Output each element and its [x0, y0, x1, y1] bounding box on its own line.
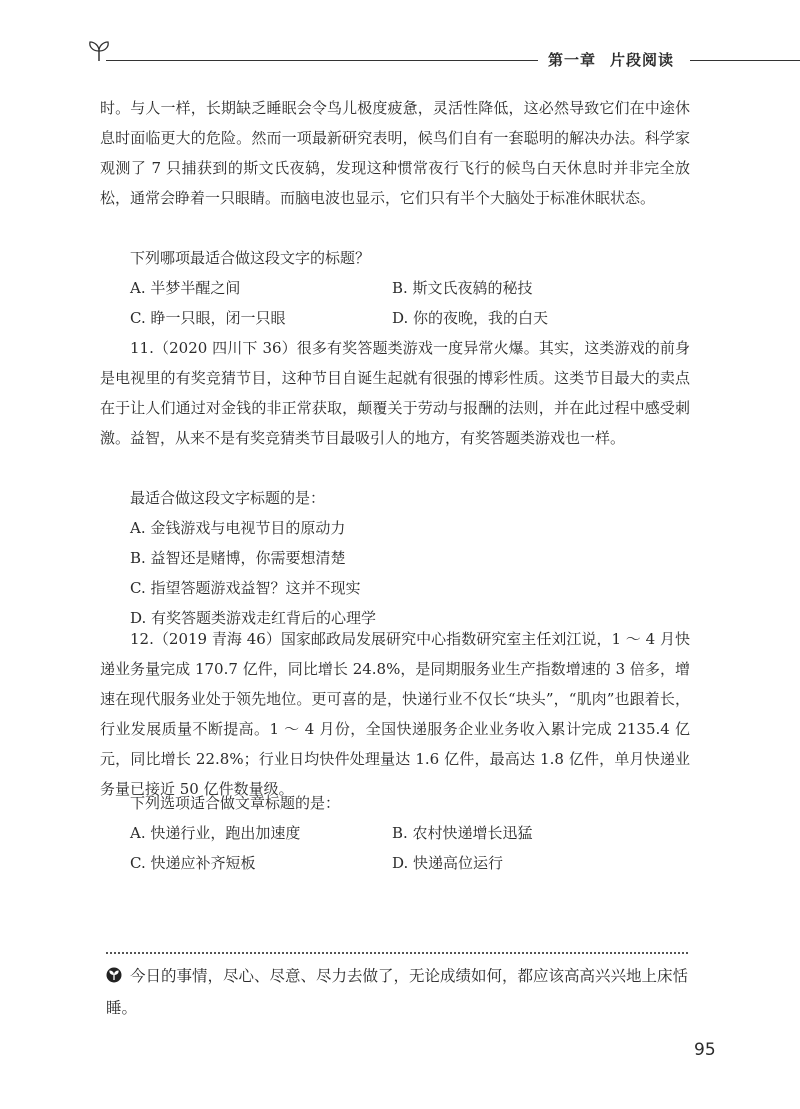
chapter-title: [548, 49, 674, 70]
q12-option-d: D. 快递高位运行: [392, 854, 504, 872]
q12-option-b: B. 农村快递增长迅猛: [392, 824, 533, 842]
q10-option-c: C. 睁一只眼，闭一只眼: [130, 309, 286, 327]
sprout-icon: [88, 40, 110, 62]
page-header: [0, 40, 800, 80]
daily-tip: [106, 960, 692, 1024]
passage-continuation: 时。与人一样，长期缺乏睡眠会令鸟儿极度疲惫，灵活性降低，这必然导致它们在中途休息时面临更大的危险。然而一项最新研究表明，候鸟们自有一套聪明的解决办法。科学家观测了 7 只捕获到的斯文氏夜鸫，发现这种惯常夜行飞行的候鸟白天休息时并非完全放松，通常会睁着一只眼睛。而脑电波也显示，它们只有半个大脑处于标准休眠状态。: [100, 99, 690, 207]
q12-option-a: A. 快递行业，跑出加速度: [130, 824, 301, 842]
page-number: 95: [694, 1040, 716, 1060]
q10-option-d: D. 你的夜晚，我的白天: [392, 309, 549, 327]
section-title: 片段阅读: [610, 51, 675, 69]
q11-option-c: C. 指望答题游戏益智？这并不现实: [130, 579, 361, 597]
q10-prompt: 下列哪项最适合做这段文字的标题？: [130, 249, 371, 267]
header-rule-right: [690, 60, 800, 61]
q11-passage: 11.（2020 四川下 36）很多有奖答题类游戏一度异常火爆。其实，这类游戏的前身是电视里的有奖竞猜节目，这种节目自诞生起就有很强的博彩性质。这类节目最大的卖点在于让人们通过对金钱的非正常获取，颠覆关于劳动与报酬的法则，并在此过程中感受刺激。益智，从来不是有奖竞猜类节目最吸引人的地方，有奖答题类游戏也一样。: [100, 339, 690, 447]
q11-prompt: 最适合做这段文字标题的是：: [130, 489, 326, 507]
q12-option-c: C. 快递应补齐短板: [130, 854, 256, 872]
chapter-number: 第一章: [548, 51, 597, 69]
header-rule-left: [106, 60, 538, 61]
tip-text: 今日的事情，尽心、尽意、尽力去做了，无论成绩如何，都应该高高兴兴地上床恬睡。: [106, 967, 689, 1017]
footer-divider: [106, 952, 688, 954]
q12-passage: 12.（2019 青海 46）国家邮政局发展研究中心指数研究室主任刘江说，1 ～ 4 月快递业务量完成 170.7 亿件，同比增长 24.8%，是同期服务业生产指数增速的 3 倍多，增速在现代服务业处于领先地位。更可喜的是，快递行业不仅长“块头”，“肌肉”也跟着长，行业发展质量不断提高。1 ～ 4 月份，全国快递服务企业业务收入累计完成 2135.4 亿元，同比增长 22.8%；行业日均快件处理量达 1.6 亿件，最高达 1.8 亿件，单月快递业务量已接近 50 亿件数量级。: [100, 630, 690, 798]
q11-option-b: B. 益智还是赌博，你需要想清楚: [130, 549, 346, 567]
q11-option-d: D. 有奖答题类游戏走红背后的心理学: [130, 609, 377, 627]
q10-option-b: B. 斯文氏夜鸫的秘技: [392, 279, 533, 297]
sprout-badge-icon: [106, 967, 122, 983]
q12-prompt: 下列选项适合做文章标题的是：: [130, 794, 341, 812]
q11-option-a: A. 金钱游戏与电视节目的原动力: [130, 519, 346, 537]
q10-option-a: A. 半梦半醒之间: [130, 279, 241, 297]
